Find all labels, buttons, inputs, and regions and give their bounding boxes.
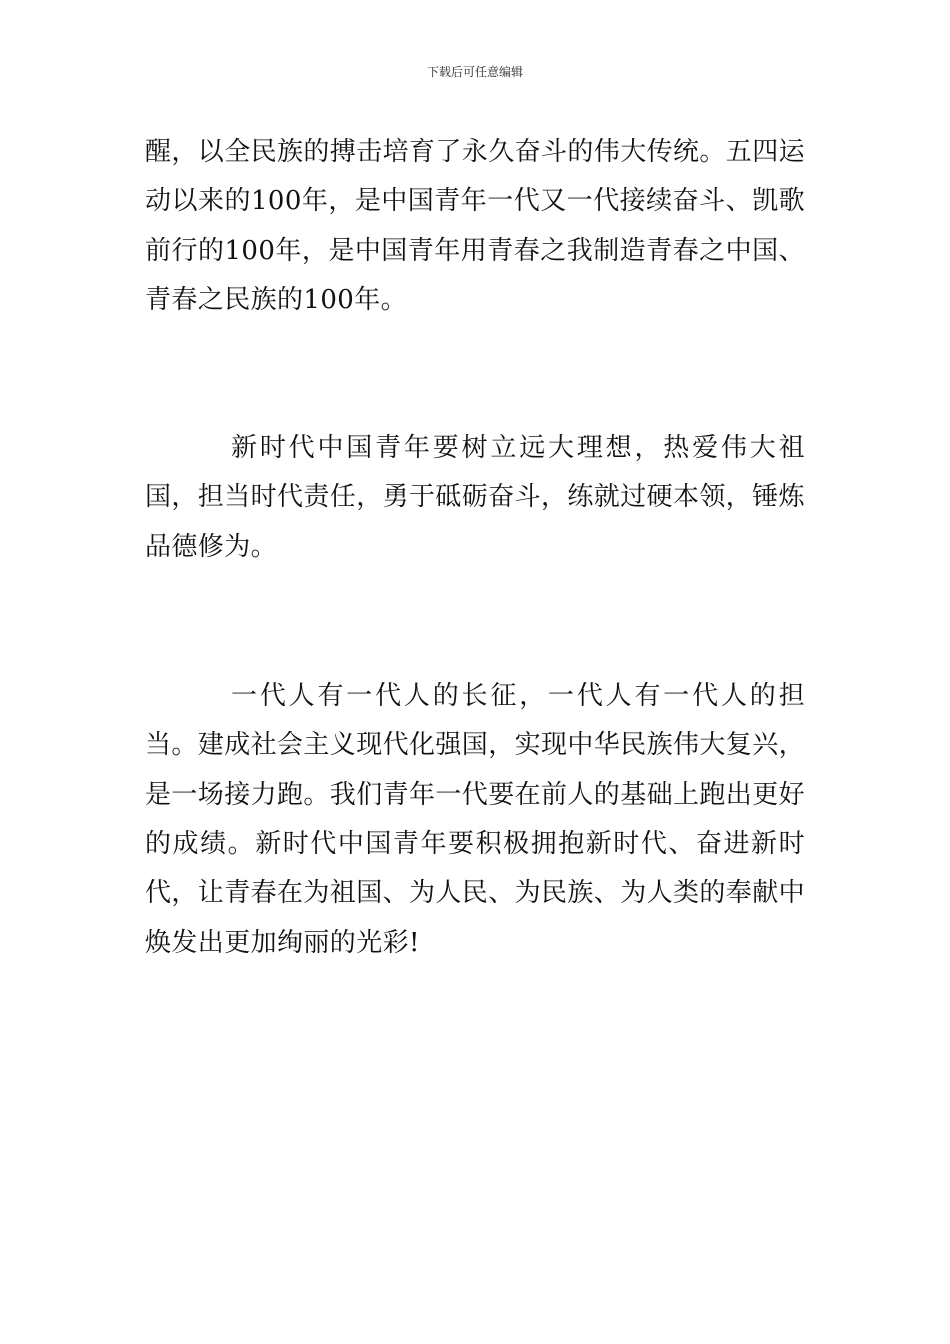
page-header: 下载后可任意编辑 xyxy=(426,65,523,79)
paragraph-generations: 一代人有一代人的长征，一代人有一代人的担当。建成社会主义现代化强国，实现中华民族伟大复兴，是一场接力跑。我们青年一代要在前人的基础上跑出更好的成绩。新时代中国青年要积极拥抱新时代、奋进新时代，让青春在为祖国、为人民、为民族、为人类的奉献中焕发出更加绚丽的光彩! xyxy=(145,681,806,958)
paragraph-spacer xyxy=(145,325,805,424)
document-body xyxy=(145,128,805,968)
paragraph-ideals: 新时代中国青年要树立远大理想，热爱伟大祖国，担当时代责任，勇于砥砺奋斗，练就过硬本领，锤炼品德修为。 xyxy=(145,433,806,562)
paragraph-continuation: 醒，以全民族的搏击培育了永久奋斗的伟大传统。五四运动以来的100年，是中国青年一代又一代接续奋斗、凯歌前行的100年，是中国青年用青春之我制造青春之中国、青春之民族的100年。 xyxy=(145,137,806,315)
paragraph-spacer xyxy=(145,572,805,672)
